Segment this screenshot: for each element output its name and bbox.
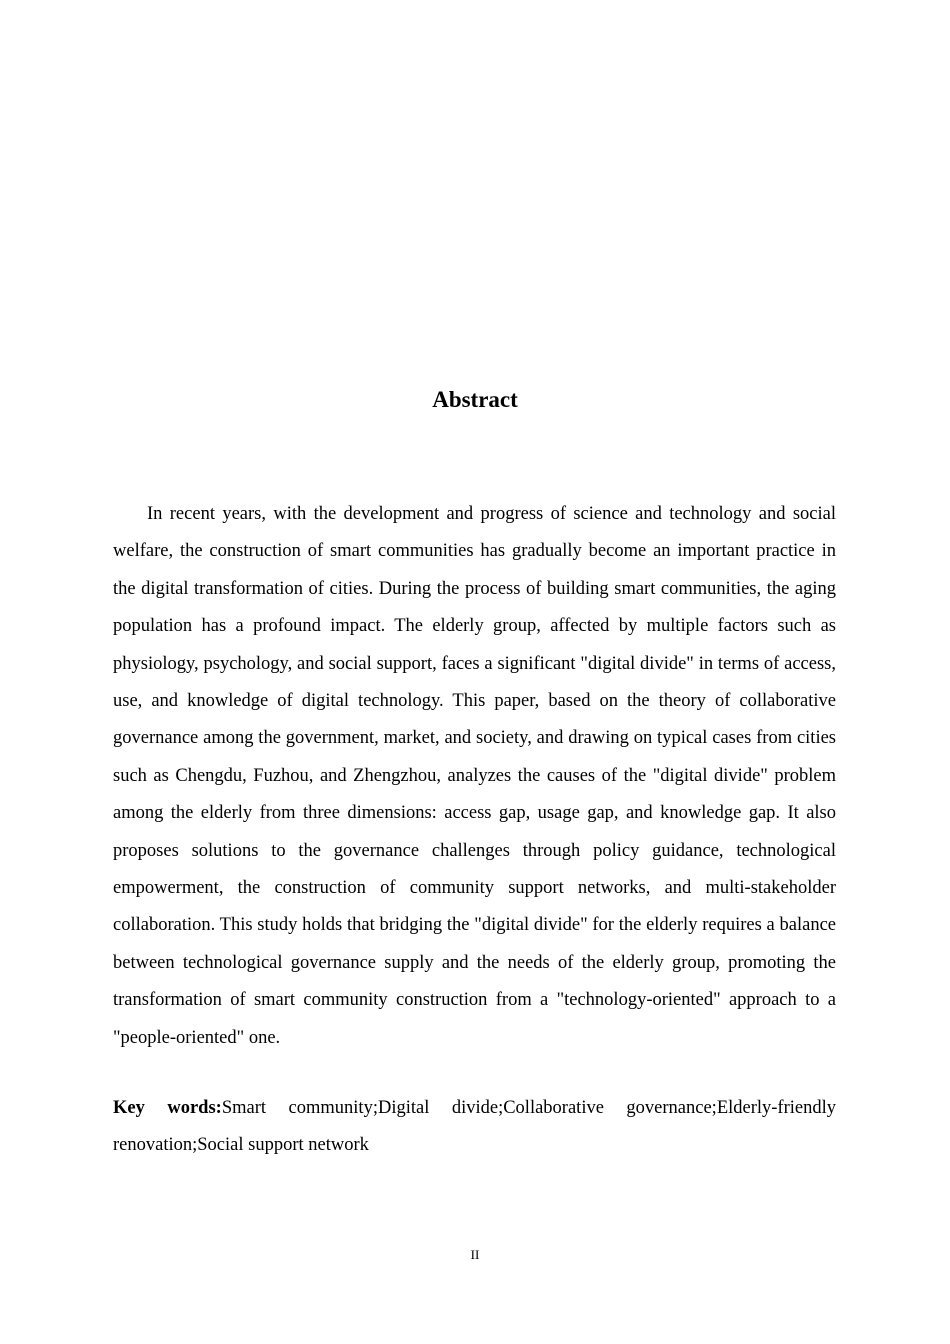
keywords-line [113, 1090, 836, 1165]
abstract-paragraph: In recent years, with the development and progress of science and technology and social welfare, the construction of smart communities has gradually become an important practice in the digital transformation of cities. During the process of building smart communities, the aging population has a profound impact. The elderly group, affected by multiple factors such as physiology, psychology, and social support, faces a significant "digital divide" in terms of access, use, and knowledge of digital technology. This paper, based on the theory of collaborative governance among the government, market, and society, and drawing on typical cases from cities such as Chengdu, Fuzhou, and Zhengzhou, analyzes the causes of the "digital divide" problem among the elderly from three dimensions: access gap, usage gap, and knowledge gap. It also proposes solutions to the governance challenges through policy guidance, technological empowerment, the construction of community support networks, and multi-stakeholder collaboration. This study holds that bridging the "digital divide" for the elderly requires a balance between technological governance supply and the needs of the elderly group, promoting the transformation of smart community construction from a "technology-oriented" approach to a "people-oriented" one. [113, 504, 836, 1048]
keywords-text: Smart community;Digital divide;Collaborative governance;Elderly-friendly renovation;Social support network [113, 1098, 836, 1156]
abstract-title: Abstract [432, 387, 518, 412]
keywords-label: Key words: [113, 1098, 222, 1118]
page-number: II [470, 1247, 480, 1262]
